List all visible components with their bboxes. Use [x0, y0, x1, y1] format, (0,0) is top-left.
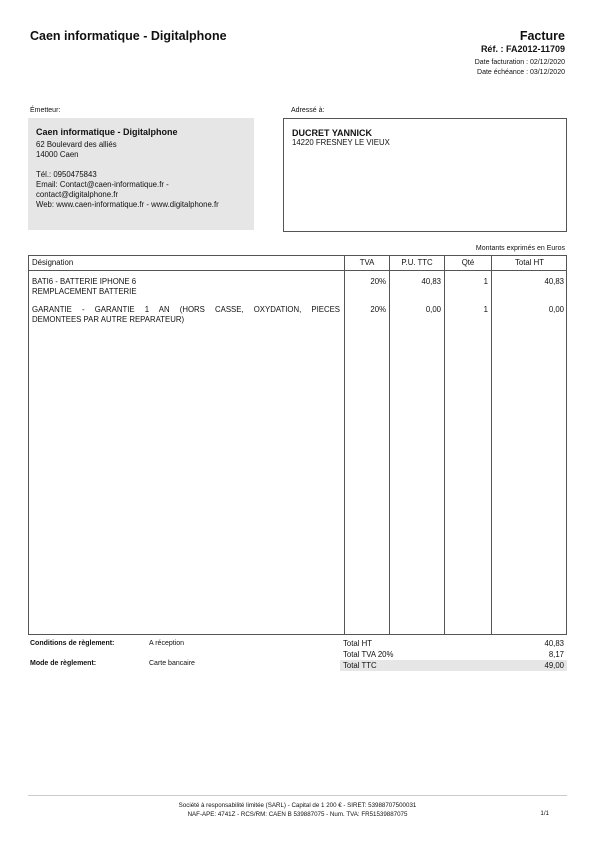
row-qty: 1	[483, 305, 488, 314]
emitter-label: Émetteur:	[30, 107, 61, 114]
row-total: 0,00	[548, 305, 564, 314]
designation-line: BATI6 - BATTERIE IPHONE 6	[32, 277, 137, 286]
row-qty: 1	[483, 277, 488, 286]
legal-footer	[0, 801, 595, 819]
row-vat: 20%	[370, 277, 386, 286]
header-divider	[29, 270, 566, 271]
total-ttc-label: Total TTC	[343, 661, 377, 670]
page-number: 1/1	[540, 810, 549, 817]
items-table	[28, 255, 567, 635]
designation-line: DEMONTEES PAR AUTRE REPARATEUR)	[32, 315, 185, 324]
payment-conditions-label: Conditions de règlement:	[30, 640, 115, 647]
header-designation: Désignation	[32, 258, 74, 267]
currency-note: Montants exprimés en Euros	[475, 245, 565, 252]
header-unit-price: P.U. TTC	[401, 258, 433, 267]
totals-block	[340, 638, 567, 671]
emitter-email-line1: Email: Contact@caen-informatique.fr -	[36, 180, 169, 189]
payment-mode-label: Mode de règlement:	[30, 660, 97, 667]
total-tva-value: 8,17	[548, 650, 564, 659]
total-ht-row	[340, 638, 567, 649]
footer-line1: Société à responsabilité limitée (SARL) - Capital de 1 200 € - SIRET: 53988707500031	[178, 802, 417, 809]
invoice-dates	[475, 58, 565, 77]
row-unit-price: 0,00	[425, 305, 441, 314]
table-row-designation	[32, 305, 340, 325]
header-vat: TVA	[359, 258, 375, 267]
emitter-phone: Tél.: 0950475843	[36, 170, 97, 179]
company-name: Caen informatique - Digitalphone	[30, 29, 227, 43]
footer-divider	[28, 795, 567, 796]
header-total: Total HT	[514, 258, 545, 267]
total-ttc-row	[340, 660, 567, 671]
total-tva-label: Total TVA 20%	[343, 650, 394, 659]
total-tva-row	[340, 649, 567, 660]
row-total: 40,83	[544, 277, 564, 286]
emitter-address-line2: 14000 Caen	[36, 150, 79, 159]
due-date: Date échéance : 03/12/2020	[477, 68, 565, 76]
designation-line: REMPLACEMENT BATTERIE	[32, 287, 137, 296]
invoice-reference: Réf. : FA2012-11709	[480, 44, 565, 54]
total-ht-value: 40,83	[544, 639, 564, 648]
designation-line: GARANTIE - GARANTIE 1 AN (HORS CASSE, OXYDATION, PIECES	[32, 305, 340, 314]
addressee-address: 14220 FRESNEY LE VIEUX	[292, 138, 390, 147]
header-qty: Qté	[461, 258, 475, 267]
addressee-label: Adressé à:	[291, 107, 325, 114]
emitter-name: Caen informatique - Digitalphone	[36, 127, 178, 137]
addressee-name: DUCRET YANNICK	[292, 128, 373, 138]
row-vat: 20%	[370, 305, 386, 314]
footer-line2: NAF-APE: 4741Z - RCS/RM: CAEN B 539887075 - Num. TVA: FR51539887075	[187, 811, 408, 818]
invoice-date: Date facturation : 02/12/2020	[474, 59, 565, 66]
payment-conditions-value: A réception	[149, 640, 185, 647]
total-ht-label: Total HT	[343, 639, 373, 648]
table-row-designation	[32, 277, 340, 297]
payment-mode-value: Carte bancaire	[149, 660, 195, 667]
row-unit-price: 40,83	[421, 277, 441, 286]
emitter-web: Web: www.caen-informatique.fr - www.digitalphone.fr	[36, 200, 219, 209]
total-ttc-value: 49,00	[544, 661, 564, 670]
addressee-box	[283, 118, 567, 232]
document-title: Facture	[519, 29, 565, 43]
emitter-box	[28, 118, 254, 230]
emitter-email-line2: contact@digitalphone.fr	[36, 190, 119, 199]
emitter-address-line1: 62 Boulevard des alliés	[36, 140, 117, 149]
